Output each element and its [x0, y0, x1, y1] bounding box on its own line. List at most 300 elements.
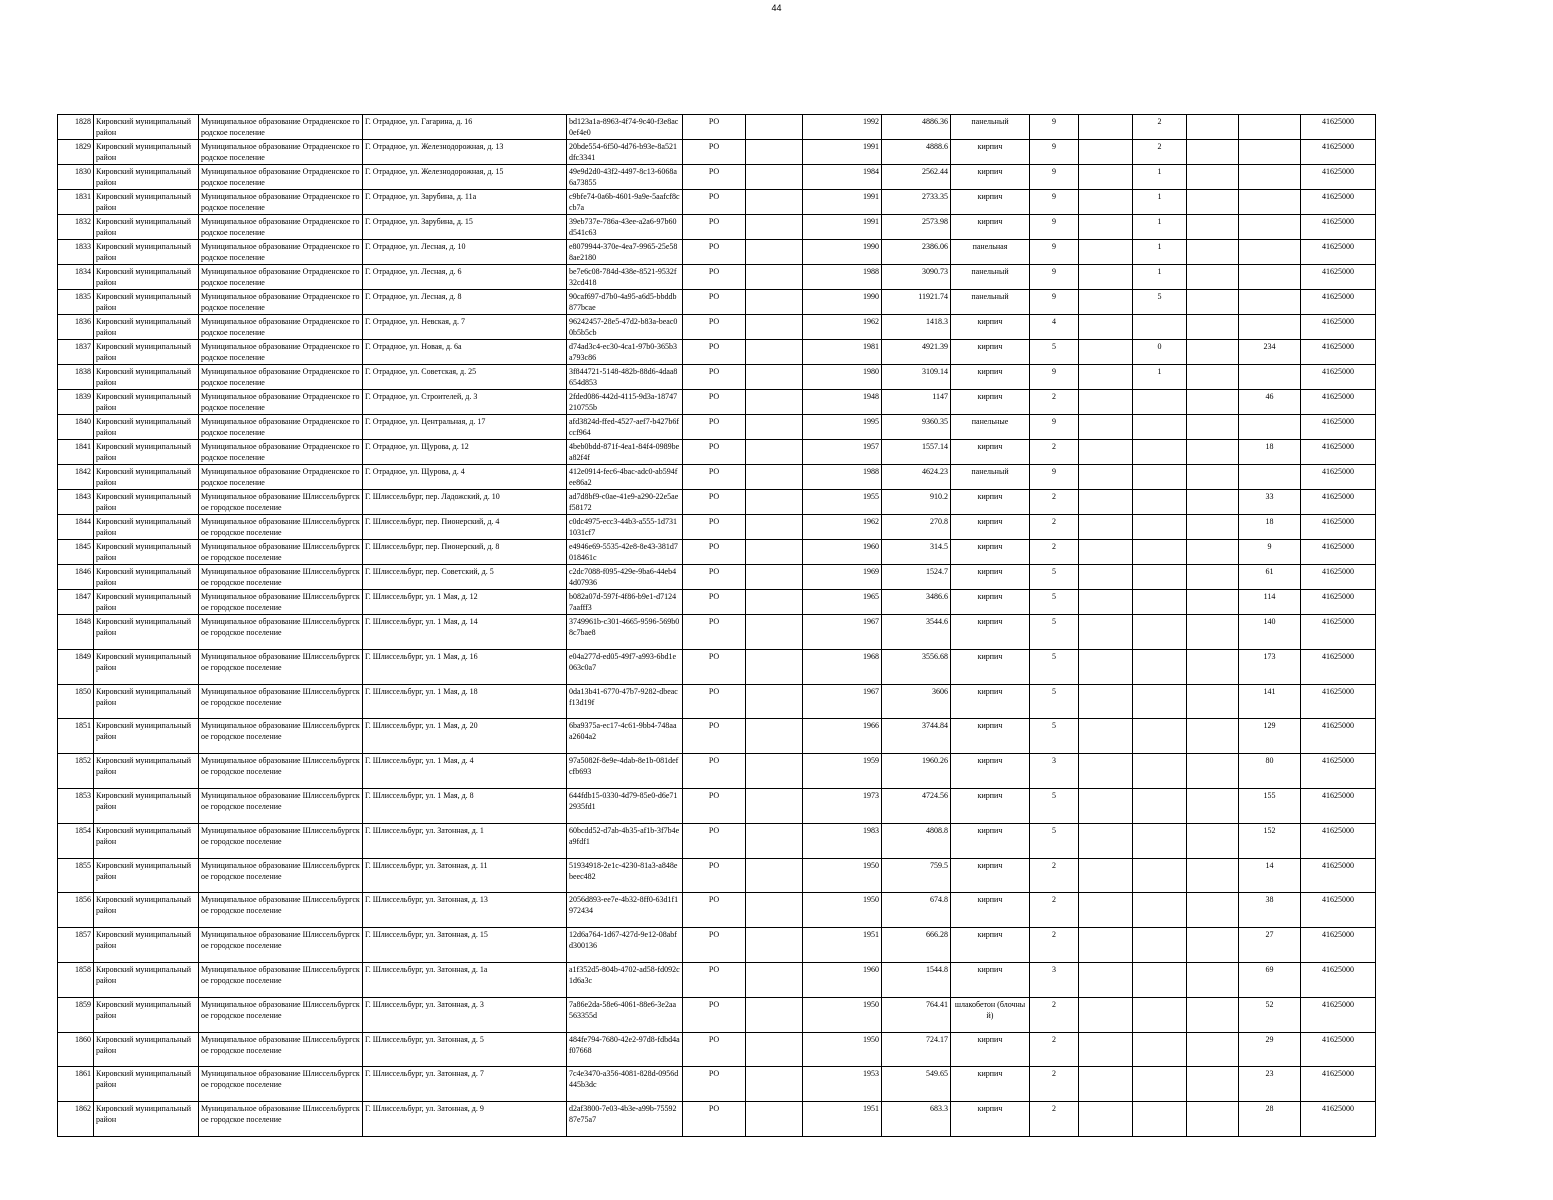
empty-cell [746, 340, 803, 365]
entrances-cell [1133, 893, 1187, 928]
oktmo-cell: 41625000 [1301, 1032, 1376, 1067]
municipality-cell: Муниципальное образование Отрадненское городское поселение [199, 440, 363, 465]
form-cell: РО [683, 390, 746, 415]
empty-cell [1079, 440, 1133, 465]
year-cell: 1969 [803, 565, 882, 590]
material-cell: панельный [951, 290, 1030, 315]
table-row [58, 615, 1376, 650]
material-cell: кирпич [951, 490, 1030, 515]
empty-cell [746, 788, 803, 823]
table-row [58, 649, 1376, 684]
municipality-cell: Муниципальное образование Отрадненское городское поселение [199, 465, 363, 490]
year-cell: 1988 [803, 265, 882, 290]
municipality-cell: Муниципальное образование Отрадненское городское поселение [199, 390, 363, 415]
entrances-cell [1133, 465, 1187, 490]
area-cell: 3544.6 [882, 615, 951, 650]
oktmo-cell: 41625000 [1301, 390, 1376, 415]
residents-cell: 80 [1239, 754, 1301, 789]
year-cell: 1962 [803, 315, 882, 340]
address-cell: Г. Отрадное, ул. Невская, д. 7 [363, 315, 567, 340]
area-cell: 4921.39 [882, 340, 951, 365]
table-row [58, 190, 1376, 215]
guid-cell: 96242457-28e5-47d2-b83a-beac00b5b5cb [567, 315, 683, 340]
form-cell: РО [683, 788, 746, 823]
material-cell: кирпич [951, 649, 1030, 684]
oktmo-cell: 41625000 [1301, 754, 1376, 789]
table-row [58, 540, 1376, 565]
oktmo-cell: 41625000 [1301, 165, 1376, 190]
municipality-cell: Муниципальное образование Отрадненское городское поселение [199, 165, 363, 190]
row-number: 1841 [58, 440, 94, 465]
empty-cell [746, 928, 803, 963]
form-cell: РО [683, 465, 746, 490]
oktmo-cell: 41625000 [1301, 115, 1376, 140]
entrances-cell [1133, 415, 1187, 440]
table-row [58, 1032, 1376, 1067]
district-cell: Кировский муниципальный район [94, 540, 199, 565]
district-cell: Кировский муниципальный район [94, 240, 199, 265]
area-cell: 1960.26 [882, 754, 951, 789]
guid-cell: 49e9d2d0-43f2-4497-8c13-6068a6a73855 [567, 165, 683, 190]
empty-cell [746, 719, 803, 754]
row-number: 1861 [58, 1067, 94, 1102]
oktmo-cell: 41625000 [1301, 415, 1376, 440]
table-row [58, 465, 1376, 490]
empty-cell [1187, 1067, 1239, 1102]
guid-cell: 97a5082f-8e9e-4dab-8e1b-081defcfb693 [567, 754, 683, 789]
empty-cell [1187, 590, 1239, 615]
area-cell: 764.41 [882, 997, 951, 1032]
residents-cell [1239, 140, 1301, 165]
row-number: 1830 [58, 165, 94, 190]
entrances-cell [1133, 754, 1187, 789]
guid-cell: c9bfe74-0a6b-4601-9a9e-5aafcf8ccb7a [567, 190, 683, 215]
municipality-cell: Муниципальное образование Шлиссельбургское городское поселение [199, 590, 363, 615]
district-cell: Кировский муниципальный район [94, 649, 199, 684]
floors-cell: 2 [1030, 515, 1079, 540]
oktmo-cell: 41625000 [1301, 465, 1376, 490]
table-row [58, 590, 1376, 615]
empty-cell [1187, 754, 1239, 789]
floors-cell: 5 [1030, 565, 1079, 590]
table-row [58, 440, 1376, 465]
empty-cell [1079, 515, 1133, 540]
oktmo-cell: 41625000 [1301, 540, 1376, 565]
row-number: 1845 [58, 540, 94, 565]
empty-cell [746, 565, 803, 590]
empty-cell [1079, 1032, 1133, 1067]
address-cell: Г. Отрадное, ул. Лесная, д. 8 [363, 290, 567, 315]
material-cell: кирпич [951, 928, 1030, 963]
residents-cell: 140 [1239, 615, 1301, 650]
entrances-cell: 1 [1133, 165, 1187, 190]
table-row [58, 893, 1376, 928]
floors-cell: 2 [1030, 490, 1079, 515]
table-row [58, 315, 1376, 340]
oktmo-cell: 41625000 [1301, 649, 1376, 684]
empty-cell [1079, 115, 1133, 140]
district-cell: Кировский муниципальный район [94, 893, 199, 928]
row-number: 1855 [58, 858, 94, 893]
empty-cell [746, 290, 803, 315]
entrances-cell [1133, 390, 1187, 415]
empty-cell [1187, 515, 1239, 540]
material-cell: панельный [951, 115, 1030, 140]
entrances-cell [1133, 590, 1187, 615]
year-cell: 1959 [803, 754, 882, 789]
residents-cell [1239, 365, 1301, 390]
area-cell: 1147 [882, 390, 951, 415]
form-cell: РО [683, 893, 746, 928]
address-cell: Г. Шлиссельбург, ул. Затонная, д. 5 [363, 1032, 567, 1067]
area-cell: 314.5 [882, 540, 951, 565]
row-number: 1847 [58, 590, 94, 615]
guid-cell: 2fded086-442d-4115-9d3a-18747210755b [567, 390, 683, 415]
table-row [58, 823, 1376, 858]
registry-body [58, 115, 1376, 1137]
row-number: 1860 [58, 1032, 94, 1067]
row-number: 1848 [58, 615, 94, 650]
guid-cell: 12d6a764-1d67-427d-9e12-08abfd300136 [567, 928, 683, 963]
residents-cell: 18 [1239, 440, 1301, 465]
empty-cell [1079, 540, 1133, 565]
material-cell: кирпич [951, 962, 1030, 997]
municipality-cell: Муниципальное образование Отрадненское городское поселение [199, 215, 363, 240]
district-cell: Кировский муниципальный район [94, 465, 199, 490]
entrances-cell: 1 [1133, 265, 1187, 290]
material-cell: кирпич [951, 788, 1030, 823]
empty-cell [1187, 315, 1239, 340]
floors-cell: 2 [1030, 893, 1079, 928]
row-number: 1843 [58, 490, 94, 515]
form-cell: РО [683, 290, 746, 315]
guid-cell: d2af3800-7e03-4b3e-a99b-7559287e75a7 [567, 1102, 683, 1137]
entrances-cell: 2 [1133, 115, 1187, 140]
guid-cell: bd123a1a-8963-4f74-9c40-f3e8ac0ef4e0 [567, 115, 683, 140]
guid-cell: 3749961b-c301-4665-9596-569b08c7bae8 [567, 615, 683, 650]
empty-cell [1079, 365, 1133, 390]
table-row [58, 490, 1376, 515]
form-cell: РО [683, 340, 746, 365]
oktmo-cell: 41625000 [1301, 615, 1376, 650]
address-cell: Г. Отрадное, ул. Зарубина, д. 15 [363, 215, 567, 240]
guid-cell: 7a86e2da-58e6-4061-88e6-3e2aa563355d [567, 997, 683, 1032]
material-cell: кирпич [951, 140, 1030, 165]
table-row [58, 515, 1376, 540]
year-cell: 1951 [803, 928, 882, 963]
year-cell: 1988 [803, 465, 882, 490]
empty-cell [1187, 140, 1239, 165]
empty-cell [1187, 265, 1239, 290]
form-cell: РО [683, 440, 746, 465]
form-cell: РО [683, 823, 746, 858]
residents-cell: 38 [1239, 893, 1301, 928]
table-row [58, 1102, 1376, 1137]
table-row [58, 754, 1376, 789]
municipality-cell: Муниципальное образование Отрадненское городское поселение [199, 240, 363, 265]
row-number: 1851 [58, 719, 94, 754]
residents-cell [1239, 465, 1301, 490]
municipality-cell: Муниципальное образование Шлиссельбургское городское поселение [199, 515, 363, 540]
guid-cell: 484fe794-7680-42e2-97d8-fdbd4af07668 [567, 1032, 683, 1067]
year-cell: 1991 [803, 140, 882, 165]
form-cell: РО [683, 962, 746, 997]
area-cell: 1544.8 [882, 962, 951, 997]
floors-cell: 5 [1030, 719, 1079, 754]
oktmo-cell: 41625000 [1301, 515, 1376, 540]
empty-cell [1079, 465, 1133, 490]
empty-cell [1079, 390, 1133, 415]
area-cell: 9360.35 [882, 415, 951, 440]
residents-cell [1239, 190, 1301, 215]
address-cell: Г. Шлиссельбург, ул. 1 Мая, д. 20 [363, 719, 567, 754]
oktmo-cell: 41625000 [1301, 315, 1376, 340]
material-cell: кирпич [951, 615, 1030, 650]
guid-cell: afd3824d-ffed-4527-aef7-b427b6fccf964 [567, 415, 683, 440]
municipality-cell: Муниципальное образование Отрадненское городское поселение [199, 290, 363, 315]
municipality-cell: Муниципальное образование Шлиссельбургское городское поселение [199, 928, 363, 963]
empty-cell [1079, 684, 1133, 719]
empty-cell [1187, 1102, 1239, 1137]
guid-cell: 7c4e3470-a356-4081-828d-0956d445b3dc [567, 1067, 683, 1102]
floors-cell: 2 [1030, 440, 1079, 465]
floors-cell: 9 [1030, 290, 1079, 315]
material-cell: кирпич [951, 1102, 1030, 1137]
oktmo-cell: 41625000 [1301, 858, 1376, 893]
empty-cell [1079, 140, 1133, 165]
table-row [58, 290, 1376, 315]
municipality-cell: Муниципальное образование Шлиссельбургское городское поселение [199, 1032, 363, 1067]
area-cell: 3556.68 [882, 649, 951, 684]
page-number: 44 [771, 3, 782, 13]
municipality-cell: Муниципальное образование Шлиссельбургское городское поселение [199, 962, 363, 997]
residents-cell: 52 [1239, 997, 1301, 1032]
entrances-cell [1133, 615, 1187, 650]
table-row [58, 115, 1376, 140]
floors-cell: 2 [1030, 997, 1079, 1032]
table-row [58, 858, 1376, 893]
form-cell: РО [683, 719, 746, 754]
floors-cell: 5 [1030, 788, 1079, 823]
empty-cell [1187, 962, 1239, 997]
floors-cell: 3 [1030, 962, 1079, 997]
address-cell: Г. Шлиссельбург, пер. Советский, д. 5 [363, 565, 567, 590]
entrances-cell [1133, 962, 1187, 997]
form-cell: РО [683, 565, 746, 590]
material-cell: кирпич [951, 190, 1030, 215]
address-cell: Г. Отрадное, ул. Гагарина, д. 16 [363, 115, 567, 140]
form-cell: РО [683, 315, 746, 340]
guid-cell: e8079944-370e-4ea7-9965-25e588ae2180 [567, 240, 683, 265]
residents-cell [1239, 215, 1301, 240]
empty-cell [746, 1032, 803, 1067]
oktmo-cell: 41625000 [1301, 719, 1376, 754]
empty-cell [1079, 1102, 1133, 1137]
year-cell: 1990 [803, 240, 882, 265]
year-cell: 1957 [803, 440, 882, 465]
area-cell: 683.3 [882, 1102, 951, 1137]
year-cell: 1953 [803, 1067, 882, 1102]
municipality-cell: Муниципальное образование Отрадненское городское поселение [199, 365, 363, 390]
empty-cell [746, 140, 803, 165]
empty-cell [1187, 190, 1239, 215]
year-cell: 1965 [803, 590, 882, 615]
empty-cell [746, 615, 803, 650]
form-cell: РО [683, 415, 746, 440]
empty-cell [1079, 928, 1133, 963]
floors-cell: 5 [1030, 823, 1079, 858]
material-cell: кирпич [951, 540, 1030, 565]
address-cell: Г. Шлиссельбург, ул. Затонная, д. 15 [363, 928, 567, 963]
year-cell: 1950 [803, 1032, 882, 1067]
address-cell: Г. Шлиссельбург, ул. 1 Мая, д. 8 [363, 788, 567, 823]
municipality-cell: Муниципальное образование Шлиссельбургское городское поселение [199, 490, 363, 515]
address-cell: Г. Шлиссельбург, ул. Затонная, д. 3 [363, 997, 567, 1032]
empty-cell [1187, 565, 1239, 590]
floors-cell: 5 [1030, 340, 1079, 365]
year-cell: 1948 [803, 390, 882, 415]
address-cell: Г. Шлиссельбург, ул. 1 Мая, д. 16 [363, 649, 567, 684]
empty-cell [746, 858, 803, 893]
residents-cell: 114 [1239, 590, 1301, 615]
empty-cell [1187, 684, 1239, 719]
empty-cell [1079, 997, 1133, 1032]
floors-cell: 9 [1030, 415, 1079, 440]
floors-cell: 9 [1030, 240, 1079, 265]
address-cell: Г. Шлиссельбург, пер. Ладожский, д. 10 [363, 490, 567, 515]
empty-cell [1079, 719, 1133, 754]
oktmo-cell: 41625000 [1301, 1102, 1376, 1137]
material-cell: шлакобетон (блочный) [951, 997, 1030, 1032]
address-cell: Г. Шлиссельбург, ул. Затонная, д. 13 [363, 893, 567, 928]
empty-cell [1079, 415, 1133, 440]
entrances-cell [1133, 858, 1187, 893]
oktmo-cell: 41625000 [1301, 997, 1376, 1032]
empty-cell [746, 365, 803, 390]
empty-cell [1187, 490, 1239, 515]
empty-cell [1079, 190, 1133, 215]
oktmo-cell: 41625000 [1301, 140, 1376, 165]
empty-cell [1187, 115, 1239, 140]
entrances-cell [1133, 928, 1187, 963]
entrances-cell [1133, 788, 1187, 823]
form-cell: РО [683, 140, 746, 165]
floors-cell: 9 [1030, 165, 1079, 190]
address-cell: Г. Отрадное, ул. Щурова, д. 12 [363, 440, 567, 465]
form-cell: РО [683, 858, 746, 893]
empty-cell [1079, 265, 1133, 290]
housing-registry-table [57, 114, 1376, 1137]
row-number: 1835 [58, 290, 94, 315]
row-number: 1844 [58, 515, 94, 540]
empty-cell [1079, 962, 1133, 997]
address-cell: Г. Отрадное, ул. Лесная, д. 6 [363, 265, 567, 290]
year-cell: 1967 [803, 684, 882, 719]
empty-cell [746, 390, 803, 415]
area-cell: 4808.8 [882, 823, 951, 858]
empty-cell [1187, 649, 1239, 684]
district-cell: Кировский муниципальный район [94, 590, 199, 615]
entrances-cell: 1 [1133, 240, 1187, 265]
oktmo-cell: 41625000 [1301, 215, 1376, 240]
area-cell: 11921.74 [882, 290, 951, 315]
district-cell: Кировский муниципальный район [94, 754, 199, 789]
entrances-cell [1133, 684, 1187, 719]
floors-cell: 2 [1030, 1067, 1079, 1102]
empty-cell [1187, 858, 1239, 893]
empty-cell [1187, 290, 1239, 315]
municipality-cell: Муниципальное образование Отрадненское городское поселение [199, 140, 363, 165]
oktmo-cell: 41625000 [1301, 962, 1376, 997]
guid-cell: 60bcdd52-d7ab-4b35-af1b-3f7b4ea9fdf1 [567, 823, 683, 858]
guid-cell: d74ad3c4-ec30-4ca1-97b0-365b3a793c86 [567, 340, 683, 365]
district-cell: Кировский муниципальный район [94, 719, 199, 754]
year-cell: 1990 [803, 290, 882, 315]
area-cell: 759.5 [882, 858, 951, 893]
row-number: 1850 [58, 684, 94, 719]
district-cell: Кировский муниципальный район [94, 340, 199, 365]
row-number: 1856 [58, 893, 94, 928]
municipality-cell: Муниципальное образование Шлиссельбургское городское поселение [199, 684, 363, 719]
year-cell: 1960 [803, 540, 882, 565]
municipality-cell: Муниципальное образование Шлиссельбургское городское поселение [199, 719, 363, 754]
guid-cell: ad7d8bf9-c0ae-41e9-a290-22e5aef58172 [567, 490, 683, 515]
oktmo-cell: 41625000 [1301, 290, 1376, 315]
municipality-cell: Муниципальное образование Шлиссельбургское городское поселение [199, 649, 363, 684]
guid-cell: 3f844721-5148-482b-88d6-4daa8654d853 [567, 365, 683, 390]
year-cell: 1981 [803, 340, 882, 365]
municipality-cell: Муниципальное образование Шлиссельбургское городское поселение [199, 823, 363, 858]
year-cell: 1968 [803, 649, 882, 684]
row-number: 1846 [58, 565, 94, 590]
form-cell: РО [683, 997, 746, 1032]
form-cell: РО [683, 1067, 746, 1102]
address-cell: Г. Отрадное, ул. Советская, д. 25 [363, 365, 567, 390]
entrances-cell [1133, 540, 1187, 565]
material-cell: кирпич [951, 515, 1030, 540]
material-cell: панельный [951, 265, 1030, 290]
empty-cell [1187, 1032, 1239, 1067]
address-cell: Г. Шлиссельбург, ул. Затонная, д. 7 [363, 1067, 567, 1102]
entrances-cell [1133, 1032, 1187, 1067]
entrances-cell [1133, 719, 1187, 754]
area-cell: 2573.98 [882, 215, 951, 240]
year-cell: 1950 [803, 997, 882, 1032]
residents-cell [1239, 415, 1301, 440]
row-number: 1857 [58, 928, 94, 963]
floors-cell: 9 [1030, 140, 1079, 165]
municipality-cell: Муниципальное образование Отрадненское городское поселение [199, 265, 363, 290]
table-row [58, 997, 1376, 1032]
form-cell: РО [683, 649, 746, 684]
area-cell: 1418.3 [882, 315, 951, 340]
area-cell: 4886.36 [882, 115, 951, 140]
address-cell: Г. Шлиссельбург, ул. 1 Мая, д. 14 [363, 615, 567, 650]
empty-cell [746, 893, 803, 928]
table-row [58, 390, 1376, 415]
empty-cell [746, 215, 803, 240]
empty-cell [1187, 215, 1239, 240]
floors-cell: 9 [1030, 215, 1079, 240]
empty-cell [1079, 858, 1133, 893]
material-cell: кирпич [951, 365, 1030, 390]
empty-cell [1187, 893, 1239, 928]
residents-cell [1239, 115, 1301, 140]
table-row [58, 340, 1376, 365]
form-cell: РО [683, 265, 746, 290]
municipality-cell: Муниципальное образование Шлиссельбургское городское поселение [199, 858, 363, 893]
address-cell: Г. Отрадное, ул. Железнодорожная, д. 13 [363, 140, 567, 165]
